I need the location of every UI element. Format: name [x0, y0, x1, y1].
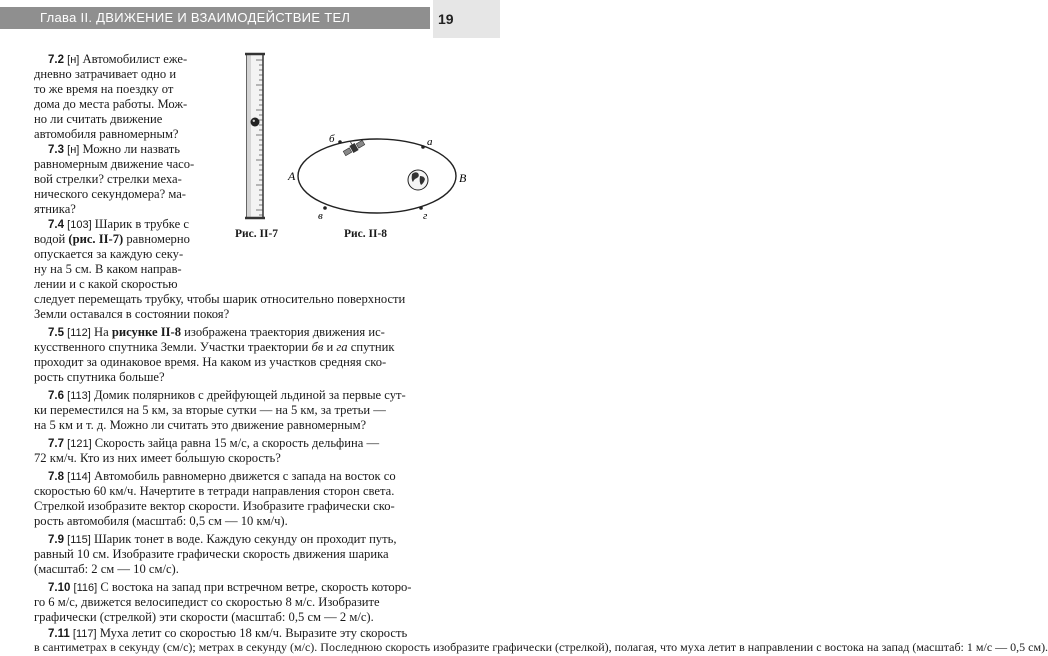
problem-7-10-line: графически (стрелкой) эти скорости (масштаб: 0,5 см — 2 м/с). — [34, 610, 374, 624]
problem-number: 7.7 — [48, 438, 64, 450]
problem-7-4-line: водой (рис. II-7) равномерно — [34, 232, 190, 246]
problem-7-4-line: следует перемещать трубку, чтобы шарик относительно поверхности — [34, 292, 406, 306]
problem-7-2-line: дневно затрачивает одно и — [34, 67, 177, 81]
problem-7-5-line: проходит за одинаковое время. На каком из участков средняя ско- — [34, 355, 387, 369]
figure-caption-ii-7: Рис. II-7 — [235, 228, 279, 240]
satellite-icon — [340, 136, 365, 157]
problem-ref: [116] — [73, 582, 98, 594]
problem-number: 7.8 — [48, 471, 64, 483]
label-B: B — [459, 171, 467, 185]
chapter-title: Глава II. ДВИЖЕНИЕ И ВЗАИМОДЕЙСТВИЕ ТЕЛ — [40, 10, 351, 25]
problem-7-3: 7.3 [н] Можно ли назвать — [48, 142, 181, 156]
problem-7-8: 7.8 [114] Автомобиль равномерно движется с запада на восток со — [48, 469, 396, 483]
problem-number: 7.10 — [48, 582, 71, 594]
label-v: в — [318, 210, 323, 222]
figure-caption-ii-8: Рис. II-8 — [344, 228, 388, 240]
problem-7-9-line: (масштаб: 2 см — 10 см/с). — [34, 562, 179, 576]
problem-7-3-line: ятника? — [34, 202, 76, 216]
problem-7-2-line: автомобиля равномерным? — [34, 127, 179, 141]
problem-7-6-line: на 5 км и т. д. Можно ли считать это движение равномерным? — [34, 418, 367, 432]
problem-7-2-line: то же время на поездку от — [34, 82, 174, 96]
problem-7-4-line: лении и с какой скоростью — [34, 277, 178, 291]
figure-ii-7-tube — [238, 50, 274, 222]
problem-7-10: 7.10 [116] С востока на запад при встречном ветре, скорость которо- — [48, 580, 412, 594]
problem-7-9: 7.9 [115] Шарик тонет в воде. Каждую секунду он проходит путь, — [48, 532, 397, 546]
problem-number: 7.3 — [48, 144, 64, 156]
ball — [251, 118, 260, 127]
page-header — [0, 0, 500, 38]
label-b: б — [329, 133, 335, 145]
problem-7-10-line: го 6 м/с, движется велосипедист со скоростью 8 м/с. Изобразите — [34, 595, 380, 609]
problem-7-7-line: 72 км/ч. Кто из них имеет бо́льшую скорость? — [34, 451, 281, 465]
problem-7-8-line: рость автомобиля (масштаб: 0,5 см — 10 км/ч). — [34, 514, 288, 528]
problem-7-6: 7.6 [113] Домик полярников с дрейфующей льдиной за первые сут- — [48, 388, 406, 402]
problem-ref: [115] — [67, 534, 91, 546]
problem-number: 7.9 — [48, 534, 64, 546]
problem-7-5-line: кусственного спутника Земли. Участки траектории бв и га спутник — [34, 340, 395, 354]
problem-7-6-line: ки переместился на 5 км, за вторые сутки — на 5 км, за третьи — — [34, 403, 386, 417]
problem-7-2: 7.2 [н] Автомобилист еже- — [48, 52, 188, 66]
problem-number: 7.4 — [48, 219, 64, 231]
problem-ref: [113] — [67, 390, 91, 402]
problem-ref: [114] — [67, 471, 91, 483]
problem-number: 7.5 — [48, 327, 64, 339]
label-A: A — [288, 169, 296, 183]
problem-7-2-line: дома до места работы. Мож- — [34, 97, 188, 111]
problem-ref: [121] — [67, 438, 92, 450]
problem-ref: [н] — [67, 54, 80, 66]
problem-7-7: 7.7 [121] Скорость зайца равна 15 м/с, а скорость дельфина — — [48, 436, 380, 450]
problem-7-11-line: в сантиметрах в секунду (см/с); метрах в секунду (м/с). Последнюю скорость изобразите графически (стрелкой), полагая, что муха летит в направлении с востока на запад (масштаб: 1 м/с — 0,5 см). — [34, 640, 1048, 654]
figure-ii-8-orbit — [282, 124, 472, 224]
problem-number: 7.11 — [48, 628, 70, 640]
label-g: г — [423, 210, 428, 222]
problem-7-4: 7.4 [103] Шарик в трубке с — [48, 217, 189, 231]
figure-ref: рисунке II-8 — [111, 325, 182, 339]
problem-ref: [112] — [67, 327, 91, 339]
figure-ref: (рис. II-7) — [68, 232, 124, 246]
problem-ref: [н] — [67, 144, 80, 156]
problem-ref: [117] — [72, 628, 97, 640]
problem-7-3-line: вой стрелки? стрелки меха- — [34, 172, 182, 186]
problem-7-2-line: но ли считать движение — [34, 112, 163, 126]
problem-7-3-line: равномерным движение часо- — [34, 157, 195, 171]
problem-7-5-line: рость спутника больше? — [34, 370, 165, 384]
problem-7-8-line: Стрелкой изобразите вектор скорости. Изобразите графически ско- — [34, 499, 395, 513]
page-number: 19 — [438, 11, 454, 27]
earth-icon — [408, 170, 428, 190]
problem-7-8-line: скоростью 60 км/ч. Начертите в тетради направления сторон света. — [34, 484, 395, 498]
problem-7-4-line: опускается за каждую секу- — [34, 247, 184, 261]
problem-ref: [103] — [67, 219, 92, 231]
problem-7-11: 7.11 [117] Муха летит со скоростью 18 км/ч. Выразите эту скорость — [48, 626, 408, 640]
problem-number: 7.6 — [48, 390, 64, 402]
problem-7-4-line: Земли оставался в состоянии покоя? — [34, 307, 230, 321]
problem-7-3-line: нического секундомера? ма- — [34, 187, 187, 201]
label-a: а — [427, 136, 433, 148]
problem-7-4-line: ну на 5 см. В каком направ- — [34, 262, 182, 276]
problem-7-9-line: равный 10 см. Изобразите графически скорость движения шарика — [34, 547, 389, 561]
problem-number: 7.2 — [48, 54, 64, 66]
problem-7-5: 7.5 [112] На рисунке II-8 изображена траектория движения ис- — [48, 325, 385, 339]
